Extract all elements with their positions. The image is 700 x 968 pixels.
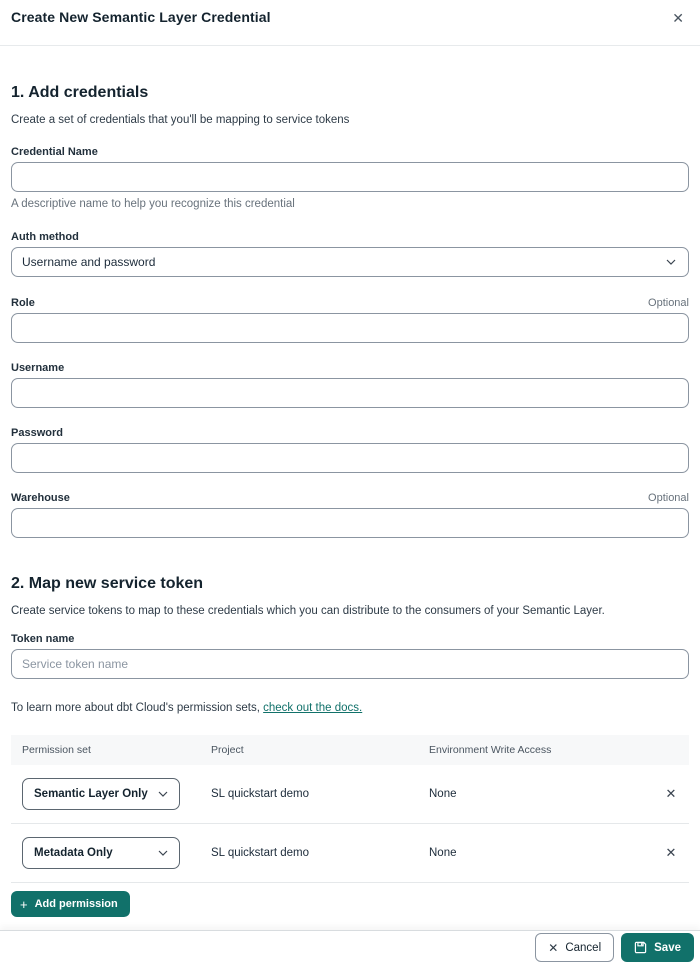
section1-description: Create a set of credentials that you'll be mapping to service tokens	[11, 114, 350, 126]
credential-name-input[interactable]	[11, 162, 689, 192]
password-label: Password	[11, 427, 63, 439]
role-label: Role	[11, 297, 35, 309]
cancel-x-icon: ✕	[548, 940, 559, 955]
save-icon	[634, 941, 647, 954]
cancel-label: Cancel	[565, 941, 602, 954]
warehouse-label: Warehouse	[11, 492, 70, 504]
token-name-field	[11, 633, 689, 679]
auth-method-label: Auth method	[11, 231, 79, 243]
permission-table-header	[11, 735, 689, 765]
password-field	[11, 427, 689, 473]
section2-description: Create service tokens to map to these credentials which you can distribute to the consumers of your Semantic Layer.	[11, 605, 605, 617]
col-project: Project	[211, 744, 244, 756]
docs-line	[11, 702, 689, 714]
section2-heading: 2. Map new service token	[11, 575, 204, 592]
permission-set-select[interactable]	[22, 837, 180, 869]
auth-method-selected-value: Username and password	[22, 255, 156, 269]
warehouse-input[interactable]	[11, 508, 689, 538]
username-input[interactable]	[11, 378, 689, 408]
docs-text: To learn more about dbt Cloud's permission sets,	[11, 702, 260, 714]
col-environment-write-access: Environment Write Access	[429, 744, 552, 756]
environment-write-access-cell: None	[429, 847, 457, 859]
role-input[interactable]	[11, 313, 689, 343]
remove-row-button[interactable]	[664, 843, 679, 863]
warehouse-optional-tag: Optional	[648, 492, 689, 504]
remove-icon: ✕	[665, 786, 677, 801]
chevron-down-icon	[158, 791, 168, 797]
auth-method-field	[11, 231, 689, 277]
permission-set-select[interactable]	[22, 778, 180, 810]
remove-row-button[interactable]	[664, 784, 679, 804]
permission-table	[11, 735, 689, 883]
add-permission-button[interactable]	[11, 891, 130, 917]
docs-link[interactable]: check out the docs.	[263, 702, 363, 714]
role-field	[11, 297, 689, 343]
modal-body	[0, 84, 700, 917]
section1-heading: 1. Add credentials	[11, 84, 149, 101]
col-permission-set: Permission set	[22, 744, 91, 756]
password-input[interactable]	[11, 443, 689, 473]
warehouse-field	[11, 492, 689, 538]
project-cell: SL quickstart demo	[211, 847, 310, 859]
plus-icon: +	[20, 896, 28, 912]
close-button[interactable]	[670, 9, 686, 27]
modal-footer	[0, 930, 700, 968]
chevron-down-icon	[158, 850, 168, 856]
cancel-button[interactable]	[535, 933, 614, 962]
credential-name-field	[11, 146, 689, 210]
permission-set-value: Semantic Layer Only	[34, 788, 148, 800]
add-permission-label: Add permission	[34, 898, 118, 910]
remove-icon: ✕	[665, 845, 677, 860]
username-label: Username	[11, 362, 65, 374]
modal-title: Create New Semantic Layer Credential	[11, 9, 271, 25]
modal-header	[0, 0, 700, 46]
permission-set-value: Metadata Only	[34, 847, 113, 859]
token-name-input[interactable]	[11, 649, 689, 679]
chevron-down-icon	[666, 259, 676, 265]
save-button[interactable]	[621, 933, 694, 962]
close-icon: ✕	[672, 10, 684, 26]
save-label: Save	[654, 941, 681, 954]
table-row	[11, 765, 689, 824]
auth-method-select[interactable]	[11, 247, 689, 277]
project-cell: SL quickstart demo	[211, 788, 310, 800]
credential-name-helper: A descriptive name to help you recognize this credential	[11, 198, 295, 210]
username-field	[11, 362, 689, 408]
role-optional-tag: Optional	[648, 297, 689, 309]
environment-write-access-cell: None	[429, 788, 457, 800]
table-row	[11, 824, 689, 883]
credential-name-label: Credential Name	[11, 146, 98, 158]
token-name-label: Token name	[11, 633, 75, 645]
